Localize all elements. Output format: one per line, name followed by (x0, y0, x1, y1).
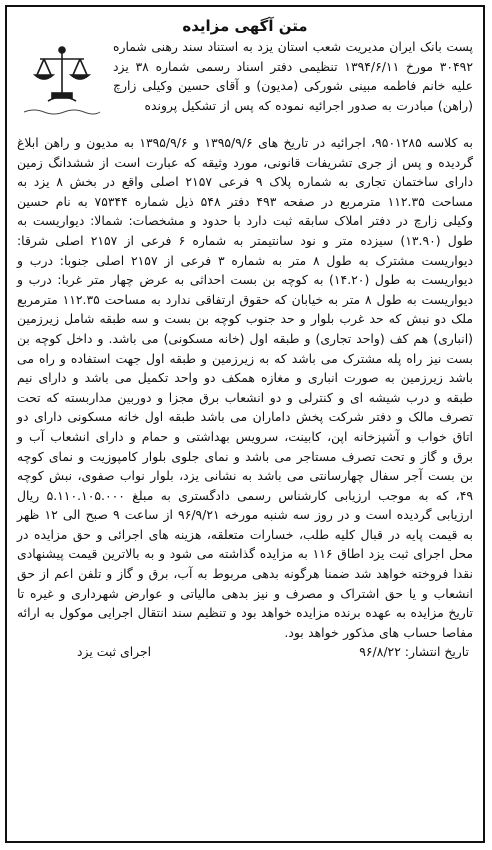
emblem-caption-graphic (17, 107, 107, 115)
publish-date: تاریخ انتشار: ۹۶/۸/۲۲ (359, 644, 469, 660)
notice-intro-paragraph: پست بانک ایران مدیریت شعب استان یزد به استناد سند رهنی شماره ۳۰۴۹۲ مورخ ۱۳۹۴/۶/۱۱ تنظیمی دفتر اسناد رسمی شماره ۳۸ یزد علیه خانم فاطمه مبینی شورکی (مدیون) و آقای حسین وکیلی زارچ (راهن) مبادرت به صدور اجرائیه نموده که پس از تشکیل پرونده (113, 39, 473, 113)
notice-footer (17, 642, 473, 661)
notice-title: متن آگهی مزایده (182, 17, 308, 35)
notice-body-paragraph: به کلاسه ۹۵۰۱۲۸۵، اجرائیه در تاریخ های ۱۳۹۵/۹/۶ و ۱۳۹۵/۹/۶ به مدیون و راهن ابلاغ گردیده و پس از جری تشریفات قانونی، مورد وثیقه که عبارت است از ششدانگ زمین دارای ساختمان تجاری به شماره پلاک ۹ فرعی ۲۱۵۷ اصلی واقع در بخش ۸ یزد به مساحت ۱۱۲.۳۵ مترمربع در صفحه ۴۹۳ دفتر ۵۴۸ ذیل شماره ۷۵۳۴۴ به نام حسین وکیلی زارچ در دفتر املاک سابقه ثبت دارد با حدود و مشخصات: شمالا: دیواریست به طول (۱۳.۹۰) سیزده متر و نود سانتیمتر به شماره ۶ فرعی از ۲۱۵۷ اصلی شرقا: دیواریست مشترک به طول ۸ متر به شماره ۳ فرعی از ۲۱۵۷ اصلی جنوبا: درب و دیواریست به طول (۱۴.۲۰) به کوچه بن بست احداثی به عرض چهار متر غربا: درب و دیواریست به طول ۸ متر به خیابان که حقوق ارتفاقی ندارد به مساحت ۱۱۲.۳۵ مترمربع ملک دو نبش که حد غرب بلوار و حد جنوب کوچه بن بست و سه طبقه شامل زیرزمین (انباری) هم کف (واحد تجاری) و طبقه اول (خانه مسکونی) می باشد. و داخل کوچه بن بست نیز راه پله مشترک می باشد که به زیرزمین و طبقه اول جهت استفاده و راه می باشد زیرزمین به صورت انباری و مغازه همکف دو واحد تکمیل می باشد و دارای نیم طبقه و درب شیشه ای و کنترلی و دو انشعاب برق مجزا و دوربین مداربسته که تحت تصرف مالک و دفتر شرکت پخش داماران می باشد طبقه اول خانه مسکونی دارای دو اتاق خواب و آشپزخانه اپن، کابینت، سرویس بهداشتی و حمام و دارای انشعاب آب و برق و گاز و تحت تصرف مستاجر می باشد و نمای جلوی بلوار کامپوزیت و نمای کوچه بن بست آجر سفال چهارسانتی می باشد به نشانی یزد، بلوار نواب صفوی، نبش کوچه ۴۹، که به موجب ارزیابی کارشناس رسمی دادگستری به مبلغ ۵.۱۱۰.۱۰۵.۰۰۰ ریال ارزیابی گردیده است و در روز سه شنبه مورخه ۹۶/۹/۲۱ از ساعت ۹ صبح الی ۱۲ ظهر به قیمت پایه در قبال کلیه طلب، خسارات متعلقه، هزینه های اجرائی و حق مزایده در محل اجرای ثبت یزد اطاق ۱۱۶ به مزایده گذاشته می شود و به بالاترین قیمت پیشنهادی نقدا فروخته خواهد شد ضمنا هرگونه بدهی مربوط به آب، برق و گاز و تلفن اعم از حق انشعاب و یا حق اشتراک و مصرف و نیز بدهی مالیاتی و عوارض شهرداری و غیره تا تاریخ مزایده به عهده برنده مزایده خواهد بود و تنظیم سند انتقال اجرایی موکول به ارائه مفاصا حساب های مذکور خواهد بود. (17, 135, 474, 640)
emblem-caption-line (22, 107, 102, 115)
notice-header (17, 37, 473, 133)
auction-notice (5, 5, 485, 843)
issuer-signature: اجرای ثبت یزد (77, 644, 152, 660)
registration-organization-emblem (17, 43, 107, 115)
scales-of-justice-icon (30, 43, 94, 105)
